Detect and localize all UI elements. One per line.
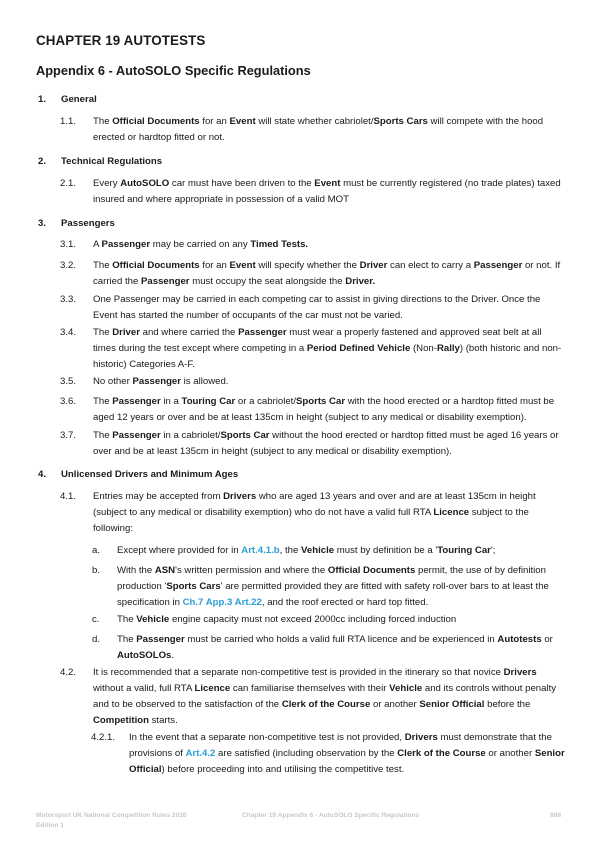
footer-page-number: 698	[550, 812, 562, 819]
clause-text: No other Passenger is allowed.	[93, 376, 229, 387]
section-title: General	[61, 94, 97, 105]
section-heading-general	[38, 94, 97, 105]
section-number: 4.	[38, 469, 47, 480]
clause-number: 3.2.	[60, 260, 77, 271]
clause-number: 4.1.	[60, 491, 77, 502]
clause-3-5	[60, 374, 565, 390]
section-heading-technical-regulations	[38, 156, 162, 167]
clause-text: With the ASN's written permission and where the Official Documents permit, the use of by definition production 'Sports Cars' are permitted provided they are fitted with safety roll-over bars to at least the specification in Ch.7 App.3 Art.22, and the roof erected or hard top fitted.	[117, 565, 549, 608]
footer-publication-title: Motorsport UK National Competition Rules 2026	[36, 812, 187, 819]
clause-text: The Passenger in a cabriolet/Sports Car without the hood erected or hardtop fitted must be aged 16 years or over and be at least 135cm in height (subject to any medical or disability exemption).	[93, 430, 559, 457]
clause-number: 1.1.	[60, 116, 77, 127]
clause-text: The Official Documents for an Event will specify whether the Driver can elect to carry a Passenger or not. If carried the Passenger must occupy the seat alongside the Driver.	[93, 260, 561, 287]
clause-text: Except where provided for in Art.4.1.b, the Vehicle must by definition be a 'Touring Car';	[117, 545, 496, 556]
clause-text: The Vehicle engine capacity must not exceed 2000cc including forced induction	[117, 614, 457, 625]
clause-number: 3.5.	[60, 376, 77, 387]
clause-number: a.	[92, 545, 101, 556]
clause-number: 4.2.	[60, 667, 77, 678]
clause-1-1	[60, 114, 565, 146]
clause-text: Every AutoSOLO car must have been driven to the Event must be currently registered (no trade plates) taxed insured and where appropriate in possession of a valid MOT	[93, 178, 561, 205]
section-title: Unlicensed Drivers and Minimum Ages	[61, 469, 239, 480]
clause-number: c.	[92, 614, 100, 625]
clause-number: 4.2.1.	[91, 732, 116, 743]
clause-4-2	[60, 665, 565, 729]
clause-3-2	[60, 258, 565, 290]
clause-3-6	[60, 394, 565, 426]
clause-4-1-a	[92, 543, 566, 559]
section-number: 1.	[38, 94, 47, 105]
clause-text: The Driver and where carried the Passenger must wear a properly fastened and approved seat belt at all times during the test except where competing in a Period Defined Vehicle (Non-Rally) (both historic and non-historic) Categories A-F.	[93, 327, 562, 370]
clause-number: 3.4.	[60, 327, 77, 338]
clause-text: It is recommended that a separate non-competitive test is provided in the itinerary so that novice Drivers without a valid, full RTA Licence can familiarise themselves with their Vehicle and its controls without penalty and to be observed to the satisfaction of the Clerk of the Course or another Senior Official before the Competition starts.	[93, 667, 557, 726]
clause-number: 2.1.	[60, 178, 77, 189]
footer-publication	[36, 811, 187, 831]
footer-chapter-reference: Chapter 19 Appendix 6 - AutoSOLO Specific Regulations	[242, 812, 420, 819]
clause-text: Entries may be accepted from Drivers who are aged 13 years and over and are at least 135cm in height (subject to any medical or disability exemption) who do not have a valid full RTA Licence subject to the following:	[93, 491, 536, 534]
cross-reference-link[interactable]: Art.4.1.b	[241, 545, 280, 556]
appendix-title: Appendix 6 - AutoSOLO Specific Regulations	[36, 63, 311, 78]
section-title: Passengers	[61, 218, 115, 229]
clause-3-3	[60, 292, 565, 324]
clause-4-1-b	[92, 563, 566, 611]
clause-number: 3.3.	[60, 294, 77, 305]
clause-number: 3.1.	[60, 239, 77, 250]
clause-4-2-1	[91, 730, 566, 778]
clause-text: A Passenger may be carried on any Timed Tests.	[93, 239, 309, 250]
chapter-title: CHAPTER 19 AUTOTESTS	[36, 33, 206, 48]
clause-number: d.	[92, 634, 101, 645]
cross-reference-link[interactable]: Ch.7 App.3 Art.22	[182, 597, 262, 608]
clause-text: One Passenger may be carried in each competing car to assist in giving directions to the Driver. Once the Event has started the number of occupants of the car must not be varied.	[93, 294, 541, 321]
clause-4-1	[60, 489, 565, 537]
clause-number: 3.7.	[60, 430, 77, 441]
clause-4-1-d	[92, 632, 566, 664]
cross-reference-link[interactable]: Art.4.2	[185, 748, 216, 759]
section-heading-passengers	[38, 218, 115, 229]
clause-number: b.	[92, 565, 101, 576]
section-number: 2.	[38, 156, 47, 167]
clause-3-1	[60, 237, 565, 253]
clause-3-4	[60, 325, 565, 373]
clause-4-1-c	[92, 612, 566, 628]
clause-number: 3.6.	[60, 396, 77, 407]
clause-text: The Official Documents for an Event will state whether cabriolet/Sports Cars will compete with the hood erected or hardtop fitted or not.	[93, 116, 544, 143]
clause-3-7	[60, 428, 565, 460]
section-number: 3.	[38, 218, 47, 229]
clause-text: The Passenger must be carried who holds a valid full RTA licence and be experienced in Autotests or AutoSOLOs.	[117, 634, 553, 661]
section-title: Technical Regulations	[61, 156, 163, 167]
clause-2-1	[60, 176, 565, 208]
clause-text: The Passenger in a Touring Car or a cabriolet/Sports Car with the hood erected or a hardtop fitted must be aged 12 years or over and be at least 135cm in height (subject to any medical or disability exemption).	[93, 396, 555, 423]
footer-edition: Edition 1	[36, 822, 64, 829]
clause-text: In the event that a separate non-competitive test is not provided, Drivers must demonstrate that the provisions of Art.4.2 are satisfied (including observation by the Clerk of the Course or another Senior Official) before proceeding into and utilising the competitive test.	[129, 732, 565, 775]
section-heading-unlicensed-drivers	[38, 469, 238, 480]
